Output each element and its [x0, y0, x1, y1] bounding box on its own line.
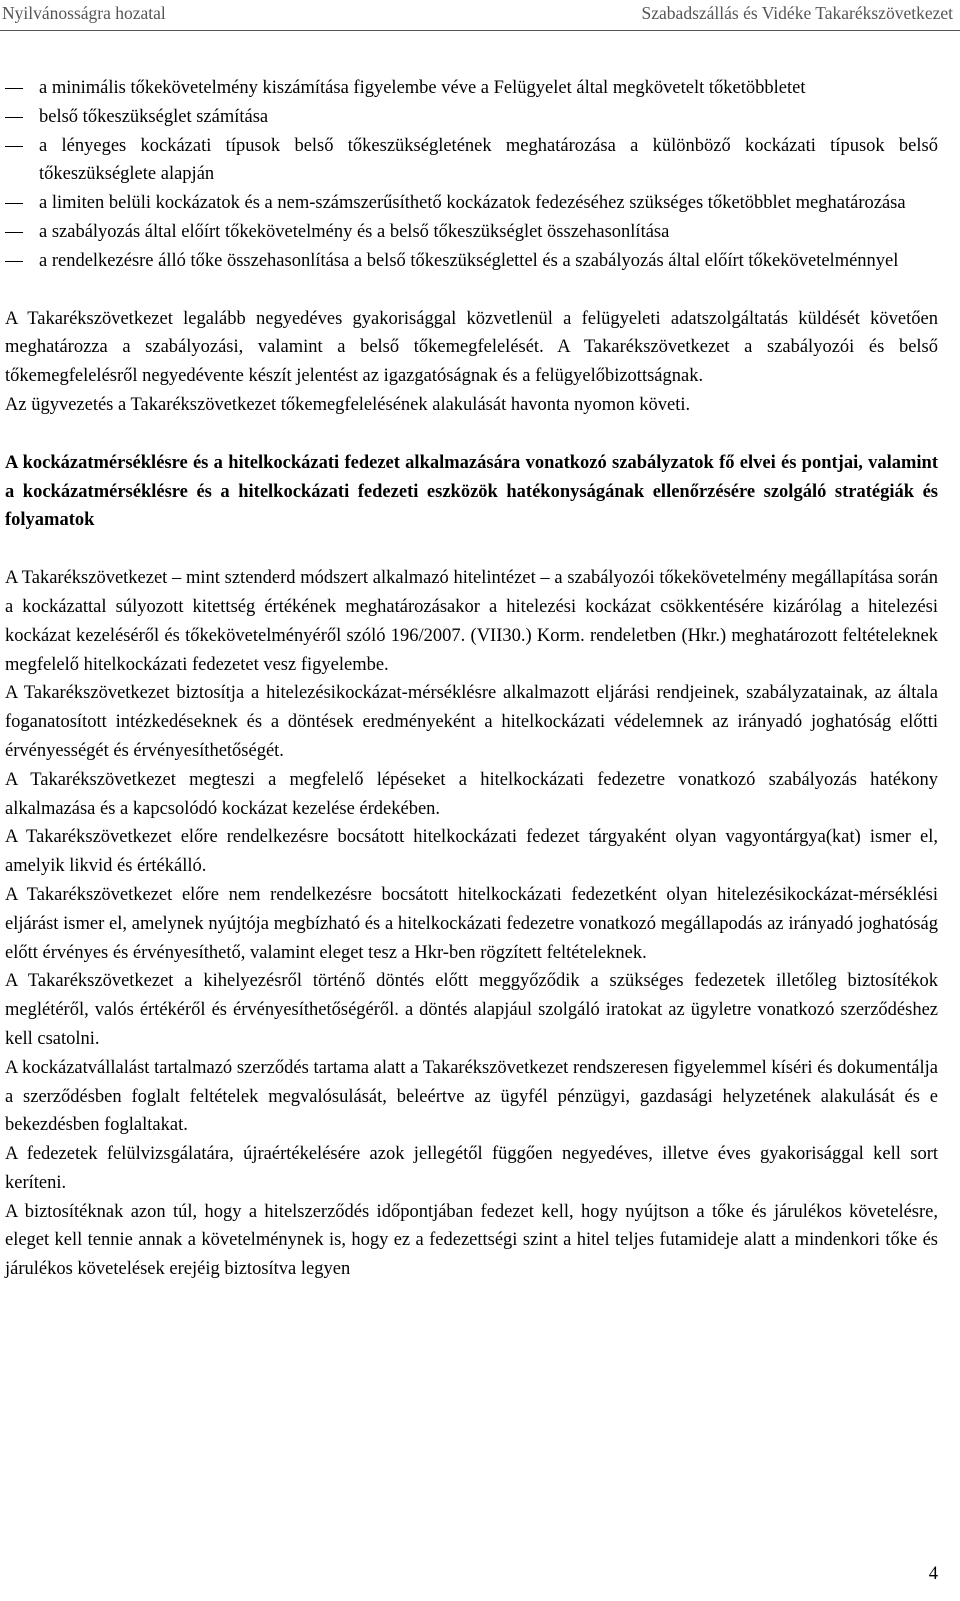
list-item: a lényeges kockázati típusok belső tőkeszükségletének meghatározása a különböző kockázati típusok belső tőkeszükséglete alapján	[39, 135, 938, 185]
body-paragraph: A fedezetek felülvizsgálatára, újraértékelésére azok jellegétől függően negyedéves, illetve éves gyakorisággal kell sort keríteni.	[5, 1144, 938, 1193]
page-number: 4	[928, 1564, 938, 1584]
body-paragraph: A Takarékszövetkezet előre nem rendelkezésre bocsátott hitelkockázati fedezetként olyan hitelezésikockázat-mérséklési eljárást ismer el, amelynek nyújtója megbízható és a hitelkockázati fedezetre vonatkozó megállapodás az irányadó joghatóság előtt érvényes és érvényesíthető, valamint eleget tesz a Hkr-ben rögzített feltételeknek.	[5, 884, 938, 963]
list-item: a minimális tőkekövetelmény kiszámítása figyelembe véve a Felügyelet által megkövetelt tőketöbbletet	[39, 78, 806, 98]
spacer	[5, 420, 938, 449]
page-body	[5, 74, 938, 1284]
spacer	[5, 276, 938, 305]
page-header	[0, 0, 960, 32]
list-item: a szabályozás által előírt tőkekövetelmény és a belső tőkeszükséglet összehasonlítása	[39, 221, 670, 242]
list-item: a rendelkezésre álló tőke összehasonlítása a belső tőkeszükséglettel és a szabályozás által előírt tőkekövetelménnyel	[39, 250, 899, 271]
body-paragraph: A Takarékszövetkezet legalább negyedéves gyakorisággal közvetlenül a felügyeleti adatszolgáltatás küldését követően meghatározza a szabályozási, valamint a belső tőkemegfelelését. A Takarékszövetkezet a szabályozói és belső tőkemegfelelésről negyedévente készít jelentést az igazgatóságnak és a felügyelőbizottságnak.	[5, 308, 938, 387]
section-heading: A kockázatmérséklésre és a hitelkockázati fedezet alkalmazására vonatkozó szabályzatok fő elvei és pontjai, valamint a kockázatmérséklésre és a hitelkockázati fedezeti eszközök hatékonyságának ellenőrzésére szolgáló stratégiák és folyamatok	[5, 452, 938, 531]
body-paragraph: A Takarékszövetkezet megteszi a megfelelő lépéseket a hitelkockázati fedezetre vonatkozó szabályozás hatékony alkalmazása és a kapcsolódó kockázat kezelése érdekében.	[5, 769, 938, 819]
header-right-title: Szabadszállás és Vidéke Takarékszövetkezet	[641, 3, 953, 23]
body-paragraph: A Takarékszövetkezet előre rendelkezésre bocsátott hitelkockázati fedezet tárgyaként olyan vagyontárgya(kat) ismer el, amelyik likvid és értékálló.	[5, 827, 938, 877]
header-divider	[0, 30, 960, 31]
body-paragraph: A Takarékszövetkezet biztosítja a hitelezésikockázat-mérséklésre alkalmazott eljárási rendjeinek, szabályzatainak, az általa foganatosított intézkedéseknek és a döntések eredményeként a hitelkockázati védelemnek az irányadó joghatóság előtti érvényességét és érvényesíthetőségét.	[5, 683, 938, 761]
list-item: belső tőkeszükséglet számítása	[39, 106, 269, 127]
body-paragraph: A Takarékszövetkezet a kihelyezésről történő döntés előtt meggyőződik a szükséges fedezetek illetőleg biztosítékok meglétéről, valós értékéről és érvényesíthetőségéről. a döntés alapjául szolgáló iratokat az ügyletre vonatkozó szerződéshez kell csatolni.	[5, 971, 938, 1049]
body-paragraph: A biztosítéknak azon túl, hogy a hitelszerződés időpontjában fedezet kell, hogy nyújtson a tőke és járulékos követelésre, eleget kell tennie annak a követelménynek is, hogy ez a fedezettségi szint a hitel teljes futamideje alatt a mindenkori tőke és járulékos követelések erejéig biztosítva legyen	[5, 1201, 938, 1280]
header-left-title: Nyilvánosságra hozatal	[2, 3, 166, 23]
body-paragraph: A kockázatvállalást tartalmazó szerződés tartama alatt a Takarékszövetkezet rendszeresen figyelemmel kíséri és dokumentálja a szerződésben foglalt feltételek megvalósulását, beleértve az ügyfél pénzügyi, gazdasági helyzetének alakulását és e bekezdésben foglaltakat.	[5, 1057, 938, 1136]
dash-list	[5, 74, 938, 276]
body-paragraph: Az ügyvezetés a Takarékszövetkezet tőkemegfelelésének alakulását havonta nyomon követi.	[5, 394, 691, 415]
body-paragraph: A Takarékszövetkezet – mint sztenderd módszert alkalmazó hitelintézet – a szabályozói tőkekövetelmény megállapítása során a kockázattal súlyozott kitettség értékének meghatározásakor a hitelezési kockázat csökkentésére kizárólag a hitelezési kockázat kezeléséről és tőkekövetelményéről szóló 196/2007. (VII30.) Korm. rendeletben (Hkr.) meghatározott feltételeknek megfelelő hitelkockázati fedezetet vesz figyelembe.	[5, 568, 938, 675]
list-item: a limiten belüli kockázatok és a nem-számszerűsíthető kockázatok fedezéséhez szükséges tőketöbblet meghatározása	[39, 193, 906, 214]
spacer	[5, 535, 938, 564]
